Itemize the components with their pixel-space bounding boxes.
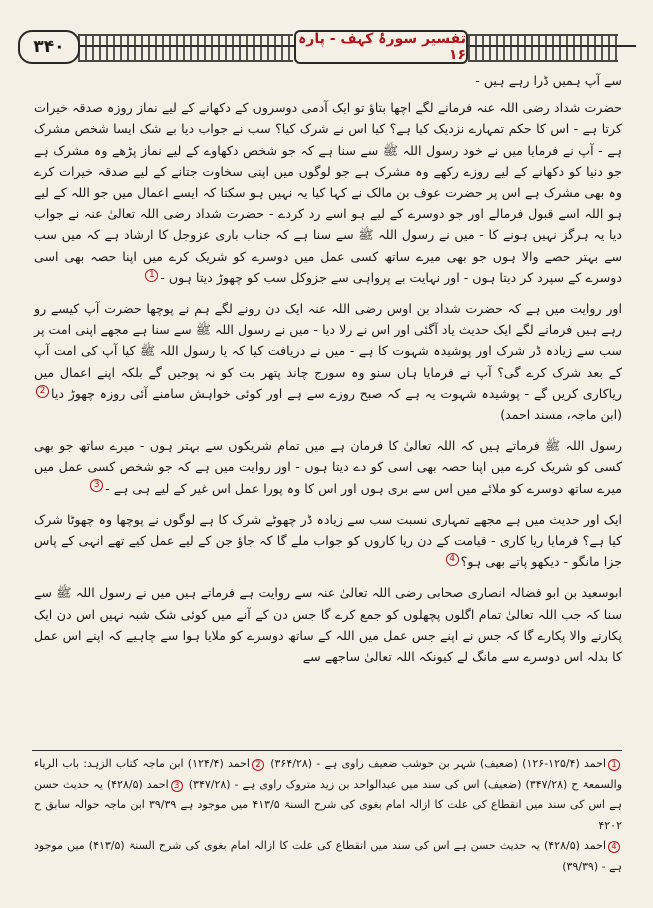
footnote-1: احمد (۱۲۵/۴-۱۲۶) (ضعیف) شہر بن حوشب ضعیف راوی ہے - (۳۶۴/۲۸) — [270, 757, 607, 770]
paragraph-0 — [34, 70, 622, 91]
reference-marker-3: 3 — [90, 479, 103, 492]
running-title: تفسیر سورۂ کہف - پارہ ۱۶ — [294, 30, 468, 64]
paragraph-1-text: حضرت شداد رضی اللہ عنہ فرمانے لگے اچھا بتاؤ تو ایک آدمی دوسروں کے دکھانے کے لیے نماز روزہ صدقہ خیرات کرتا ہے - اس کا حکم تمہارے نزدیک کیا ہے؟ کیا اس نے شرک کیا؟ سب نے جواب دیا بے شک ایسا شخص مشرک ہے - آپ نے فرمایا میں نے خود رسول اللہ ﷺ سے سنا ہے کہ جو شخص دکھاوے کے لیے نماز پڑھے وہ مشرک ہے جو دنیا کو دکھانے کے لیے روزے رکھے وہ مشرک ہے جو لوگوں میں اپنی سخاوت جتانے کے لیے صدقہ خیرات کرے وہ بھی مشرک ہے اس پر حضرت عوف بن مالک نے کہا کیا یہ نہیں ہو سکتا کہ ایسے اعمال میں جو اللہ کے لیے ہو اللہ اسے قبول فرمالے اور جو دوسرے کے لیے ہو اسے رد کردے - حضرت شداد رضی اللہ تعالیٰ عنہ نے جواب دیا یہ ہرگز نہیں ہونے کا - میں نے رسول اللہ ﷺ سے سنا ہے کہ جناب باری عزوجل کا ارشاد ہے کہ میں سب سے بہتر حصے والا ہوں جو بھی میرے ساتھ کسی عمل میں دوسرے کو شریک کرے میں اپنا حصہ بھی اسی دوسرے کے سپرد کر دیتا ہوں - اور نہایت بے پرواہی سے جزوکل سب کو چھوڑ دیتا ہوں - — [34, 100, 622, 285]
paragraph-2 — [34, 298, 622, 425]
reference-marker-1: 1 — [145, 269, 158, 282]
paragraph-3 — [34, 435, 622, 499]
footnote-marker-2: 2 — [252, 759, 264, 771]
paragraph-5 — [34, 582, 622, 667]
paragraph-2-text: اور روایت میں ہے کہ حضرت شداد بن اوس رضی اللہ عنہ ایک دن رونے لگے ہم نے پوچھا حضرت آپ کیسے رو رہے ہیں فرمانے لگے ایک حدیث یاد آگئی اور اس نے رلا دیا - میں نے رسول اللہ ﷺ سے سنا ہے مجھے اپنی امت پر سب سے زیادہ ڈر شرک اور پوشیدہ شہوت کا ہے - میں نے دریافت کیا کہ یا رسول اللہ ﷺ کیا آپ کی امت آپ کے بعد شرک کرے گی؟ آپ نے فرمایا ہاں سنو وہ سورج چاند پتھر بت کو نہ پوجیں گے بلکہ اپنے اعمال میں ریاکاری کریں گے - پوشیدہ شہوت یہ ہے کہ صبح روزے سے ہے اور کوئی خواہش سامنے آئی روزہ چھوڑ دیا — [34, 301, 622, 401]
body-text — [34, 70, 622, 673]
paragraph-3-text: رسول اللہ ﷺ فرماتے ہیں کہ اللہ تعالیٰ کا فرمان ہے میں تمام شریکوں سے بہتر ہوں - میرے ساتھ جو بھی کسی کو شریک کرے میں اپنا حصہ بھی اسی کو دے دیتا ہوں - اور روایت میں ہے کہ جو شخص کسی عمل میں میرے ساتھ دوسرے کو ملائے میں اس سے بری ہوں اور اس کا وہ پورا عمل اس غیر کے لیے ہی ہے - — [34, 438, 622, 496]
footnote-4: احمد (۴۲۸/۵) یہ حدیث حسن ہے اس کی سند میں انقطاع کی علت کا ازالہ امام بغوی کی شرح السنۃ (۴۱۳/۵) میں موجود ہے - (۳۹/۳۹) — [34, 839, 622, 873]
reference-marker-2: 2 — [36, 385, 49, 398]
footnote-marker-4: 4 — [608, 841, 620, 853]
page-number: ۳۴۰ — [18, 30, 80, 64]
footnotes — [34, 754, 622, 877]
paragraph-5-text: ابوسعید بن ابو فضالہ انصاری صحابی رضی اللہ تعالیٰ عنہ سے روایت ہے فرماتے ہیں میں نے رسول اللہ ﷺ سے سنا کہ جب اللہ تعالیٰ تمام اگلوں پچھلوں کو جمع کرے گا جس دن کے آنے میں کوئی شک شبہ نہیں اس دن ایک پکارنے والا پکارے گا کہ جس نے اپنے جس عمل میں اللہ کے ساتھ دوسرے کو ملایا ہوا سے چاہیے کہ اپنے اس عمل کا بدلہ اس دوسرے سے مانگ لے کیونکہ اللہ تعالیٰ ساجھے سے — [34, 585, 622, 665]
footnote-2: احمد (۱۲۴/۴) ابن ماجہ کتاب الزہد: باب الریاء والسمعۃ ح (۳۴۷/۲۸) (ضعیف) اس کی سند میں عبدالواحد بن زید متروک راوی ہے - (۳۴۷/۲۸) — [34, 757, 623, 791]
paragraph-1 — [34, 97, 622, 288]
reference-marker-4: 4 — [446, 553, 459, 566]
page-header — [18, 30, 636, 62]
footnote-marker-3: 3 — [171, 780, 183, 792]
paragraph-0-text: سے آپ ہمیں ڈرا رہے ہیں - — [475, 73, 622, 88]
header-ornament-right — [468, 34, 618, 62]
paragraph-4-text: ایک اور حدیث میں ہے مجھے تمہاری نسبت سب سے زیادہ ڈر چھوٹے شرک کا ہے لوگوں نے پوچھا وہ چھوٹا شرک کیا ہے؟ فرمایا ریا کاری - قیامت کے دن ریا کاروں کو جواب ملے گا کہ جاؤ جن کے لیے عمل کیے تھے انہی کے پاس جزا مانگو - دیکھو پاتے بھی ہو؟ — [34, 511, 622, 570]
paragraph-2-source: (ابن ماجہ، مسند احمد) — [500, 407, 622, 423]
paragraph-4 — [34, 509, 622, 573]
footnote-marker-1: 1 — [608, 759, 620, 771]
footnote-divider — [32, 750, 622, 751]
header-ornament-left — [78, 34, 293, 62]
footnote-3: احمد (۴۲۸/۵) یہ حدیث حسن ہے اس کی سند میں انقطاع کی علت کا ازالہ امام بغوی کی شرح السنۃ ۴۱۳/۵ میں موجود ہے ۳۹/۳۹ ابن ماجہ حوالہ سابق ح ۴۲۰۲ — [34, 777, 622, 832]
